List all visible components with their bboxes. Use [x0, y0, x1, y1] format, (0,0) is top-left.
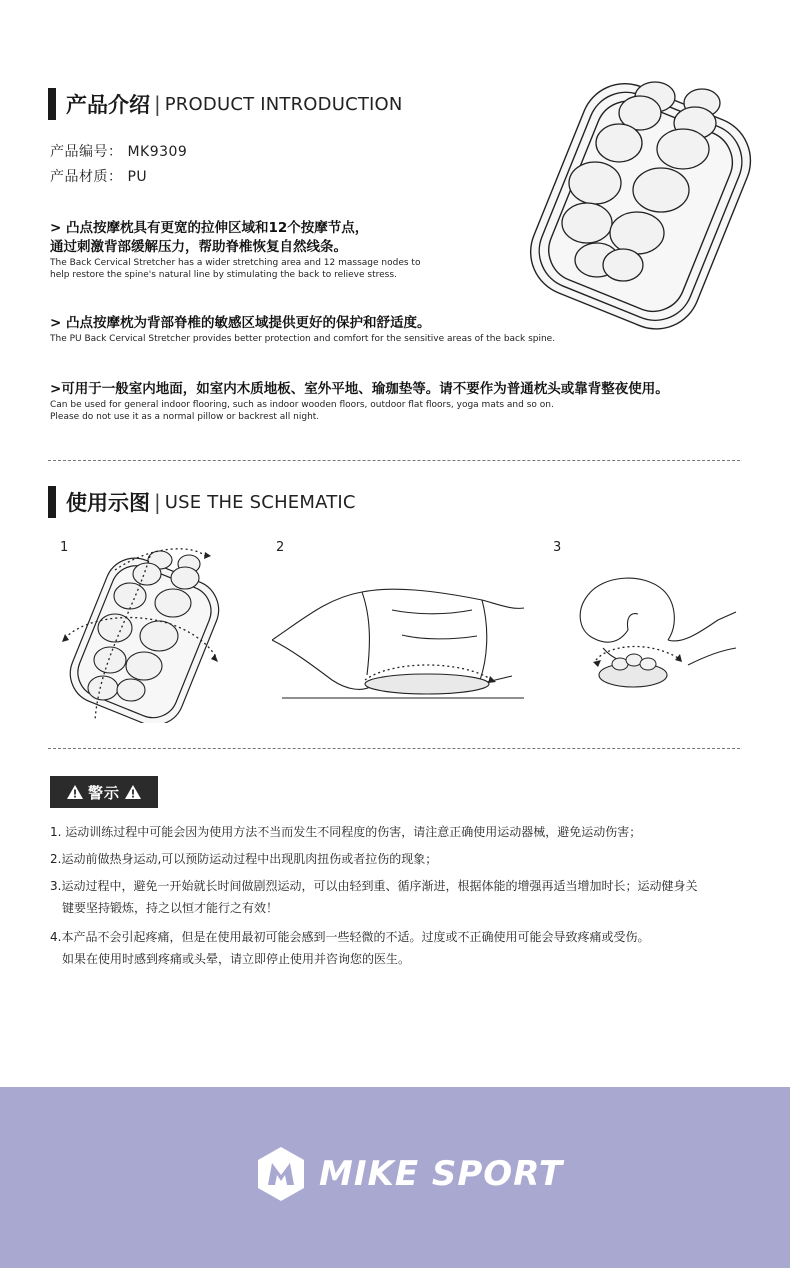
schematic-heading: [48, 486, 356, 518]
intro-title-cn: 产品介绍: [66, 93, 150, 117]
brand-name: MIKE SPORT: [319, 1154, 564, 1194]
warning-item-line: 3.运动过程中，避免一开始就长时间做剧烈运动，可以由轻到重、循序渐进，根据体能的增强再适当增加时长；运动健身关: [50, 879, 698, 893]
warning-item-4: [50, 926, 750, 970]
heading-bar: [48, 486, 56, 518]
step-2-illustration: [272, 580, 527, 705]
warning-item-line: 2.运动前做热身运动,可以预防运动过程中出现肌肉扭伤或者拉伤的现象；: [50, 852, 438, 866]
massage-pillow-illustration: [515, 75, 765, 330]
step-number-1: 1: [60, 540, 69, 555]
intro-paragraph-3: [50, 380, 750, 423]
divider-1: [48, 460, 740, 461]
step-1-illustration: [55, 548, 240, 723]
para2-en: The PU Back Cervical Stretcher provides better protection and comfort for the sensitive areas of the back spine.: [50, 334, 556, 344]
step-number-3: 3: [553, 540, 562, 555]
brand-logo-icon: [255, 1145, 307, 1203]
para1-en-line2: help restore the spine's natural line by stimulating the back to relieve stress.: [50, 270, 397, 280]
warning-item-1: [50, 821, 750, 843]
spec-code: 产品编号： MK9309: [50, 144, 188, 160]
para1-en-line1: The Back Cervical Stretcher has a wider stretching area and 12 massage nodes to: [50, 258, 421, 268]
para3-cn: >可用于一般室内地面，如室内木质地板、室外平地、瑜珈垫等。请不要作为普通枕头或靠背整夜使用。: [50, 381, 669, 397]
intro-title-en: PRODUCT INTRODUCTION: [164, 93, 403, 115]
para3-en-line2: Please do not use it as a normal pillow or backrest all night.: [50, 412, 320, 422]
warning-item-line: 4.本产品不会引起疼痛，但是在使用最初可能会感到一些轻微的不适。过度或不正确使用可能会导致疼痛或受伤。: [50, 930, 650, 944]
para1-cn-line1: > 凸点按摩枕具有更宽的拉伸区域和12个按摩节点，: [50, 220, 369, 236]
para3-en-line1: Can be used for general indoor flooring, such as indoor wooden floors, outdoor flat floors, yoga mats and so on.: [50, 400, 554, 410]
divider-2: [48, 748, 740, 749]
step-number-2: 2: [276, 540, 285, 555]
warning-item-line: 键要坚持锻炼，持之以恒才能行之有效！: [62, 901, 279, 915]
title-separator: |: [154, 92, 161, 116]
warning-item-3: [50, 875, 750, 919]
spec-material: 产品材质： PU: [50, 169, 148, 185]
warning-item-2: [50, 848, 750, 870]
intro-heading: [48, 88, 403, 120]
warning-item-line: 如果在使用时感到疼痛或头晕，请立即停止使用并咨询您的医生。: [62, 952, 411, 966]
warning-badge: [50, 776, 158, 808]
brand-logo: [255, 1145, 563, 1203]
title-separator: |: [154, 490, 161, 514]
warning-icon: [124, 784, 142, 800]
heading-bar: [48, 88, 56, 120]
schematic-title-cn: 使用示图: [66, 491, 150, 515]
step-3-illustration: [568, 570, 738, 705]
schematic-title-en: USE THE SCHEMATIC: [164, 491, 356, 513]
warning-item-line: 1. 运动训练过程中可能会因为使用方法不当而发生不同程度的伤害，请注意正确使用运动器械，避免运动伤害；: [50, 825, 642, 839]
para2-cn: > 凸点按摩枕为背部脊椎的敏感区域提供更好的保护和舒适度。: [50, 315, 431, 331]
warning-label: 警示: [87, 783, 120, 802]
warning-icon: [66, 784, 84, 800]
para1-cn-line2: 通过刺激背部缓解压力，帮助脊椎恢复自然线条。: [50, 239, 347, 255]
